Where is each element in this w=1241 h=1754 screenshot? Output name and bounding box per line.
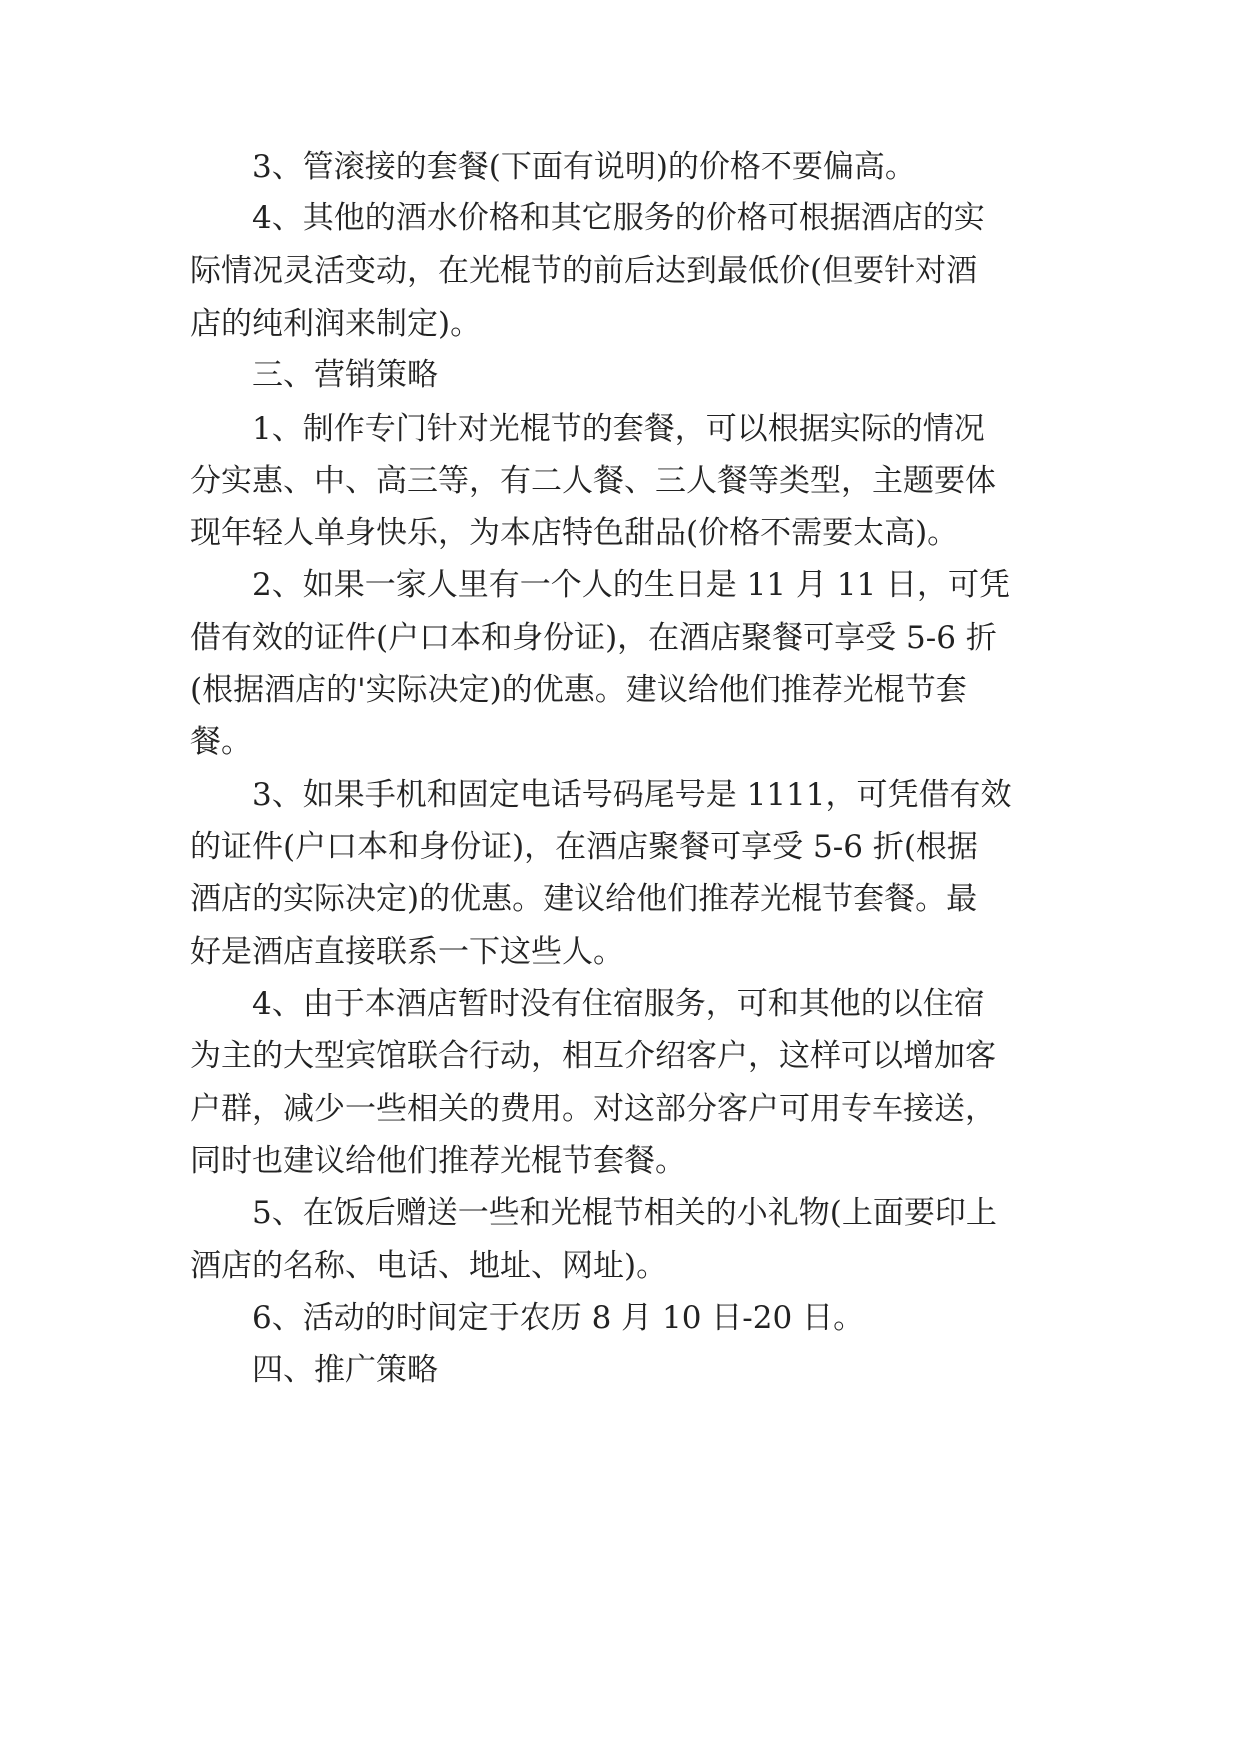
paragraph-birthday-discount-line-2: 借有效的证件(户口本和身份证)，在酒店聚餐可享受 5-6 折 — [190, 620, 997, 656]
paragraph-small-gifts-line-2: 酒店的名称、电话、地址、网址)。 — [190, 1248, 668, 1284]
paragraph-birthday-discount-line-4: 餐。 — [190, 724, 252, 760]
paragraph-drink-prices-line-2: 际情况灵活变动，在光棍节的前后达到最低价(但要针对酒 — [190, 253, 978, 289]
paragraph-birthday-discount-line-1: 2、如果一家人里有一个人的生日是 11 月 11 日，可凭 — [252, 567, 1011, 603]
paragraph-drink-prices-line-3: 店的纯利润来制定)。 — [190, 306, 482, 342]
paragraph-phone-number-discount-line-4: 好是酒店直接联系一下这些人。 — [190, 934, 624, 970]
paragraph-special-package-line-2: 分实惠、中、高三等，有二人餐、三人餐等类型，主题要体 — [190, 463, 996, 499]
paragraph-special-package-line-1: 1、制作专门针对光棍节的套餐，可以根据实际的情况 — [252, 411, 985, 447]
paragraph-drink-prices-line-1: 4、其他的酒水价格和其它服务的价格可根据酒店的实 — [252, 200, 985, 236]
paragraph-hotel-partnership-line-2: 为主的大型宾馆联合行动，相互介绍客户，这样可以增加客 — [190, 1038, 996, 1074]
paragraph-phone-number-discount-line-3: 酒店的实际决定)的优惠。建议给他们推荐光棍节套餐。最 — [190, 881, 978, 917]
paragraph-small-gifts-line-1: 5、在饭后赠送一些和光棍节相关的小礼物(上面要印上 — [252, 1195, 997, 1231]
paragraph-hotel-partnership-line-3: 户群，减少一些相关的费用。对这部分客户可用专车接送， — [190, 1091, 996, 1127]
section-heading-promotion-strategy: 四、推广策略 — [252, 1352, 438, 1388]
paragraph-special-package-line-3: 现年轻人单身快乐，为本店特色甜品(价格不需要太高)。 — [190, 515, 959, 551]
paragraph-event-dates: 6、活动的时间定于农历 8 月 10 日-20 日。 — [252, 1300, 865, 1336]
paragraph-phone-number-discount-line-1: 3、如果手机和固定电话号码尾号是 1111，可凭借有效 — [252, 777, 1012, 813]
paragraph-hotel-partnership-line-4: 同时也建议给他们推荐光棍节套餐。 — [190, 1143, 686, 1179]
section-heading-marketing-strategy: 三、营销策略 — [252, 357, 438, 393]
paragraph-price-package-line-1: 3、管滚接的套餐(下面有说明)的价格不要偏高。 — [252, 149, 916, 185]
paragraph-birthday-discount-line-3: (根据酒店的'实际决定)的优惠。建议给他们推荐光棍节套 — [190, 672, 967, 708]
paragraph-phone-number-discount-line-2: 的证件(户口本和身份证)，在酒店聚餐可享受 5-6 折(根据 — [190, 829, 978, 865]
paragraph-hotel-partnership-line-1: 4、由于本酒店暂时没有住宿服务，可和其他的以住宿 — [252, 986, 985, 1022]
